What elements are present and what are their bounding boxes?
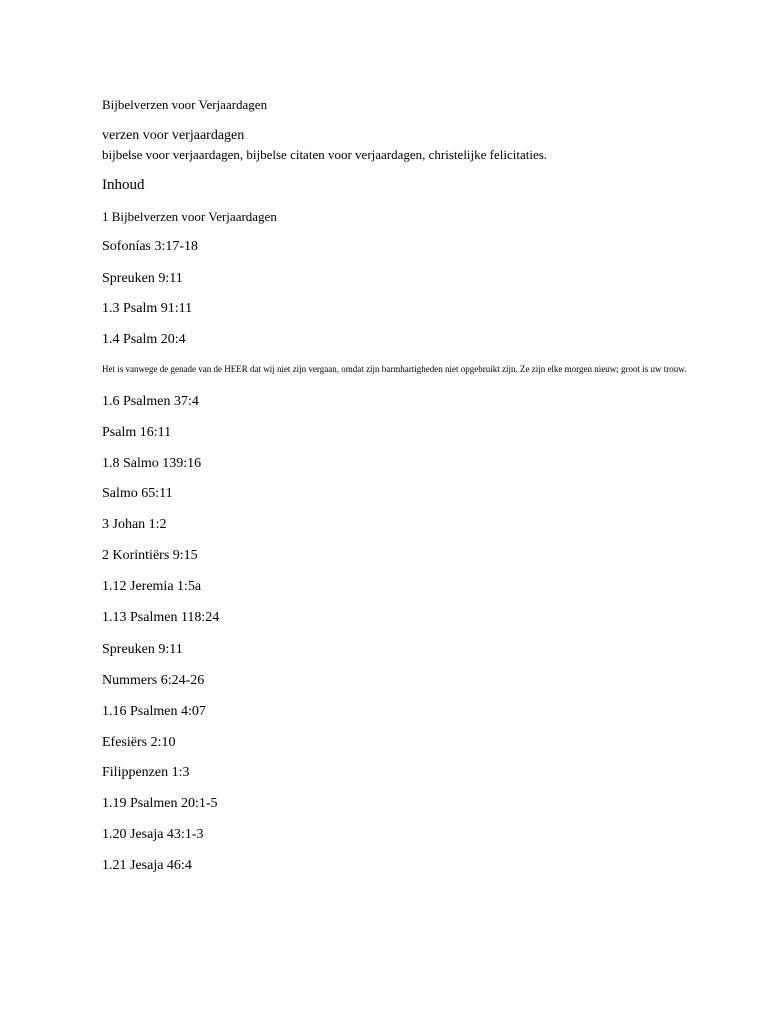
toc-entry: 1.6 Psalmen 37:4 — [102, 394, 199, 409]
section-heading: 1 Bijbelverzen voor Verjaardagen — [102, 209, 277, 224]
toc-entry: 1.8 Salmo 139:16 — [102, 456, 202, 471]
toc-entry: 1.19 Psalmen 20:1-5 — [102, 796, 218, 811]
toc-entry: Sofonías 3:17-18 — [102, 239, 199, 254]
document-subtitle: verzen voor verjaardagen — [102, 128, 245, 143]
bible-quote: Het is vanwege de genade van de HEER dat wij niet zijn vergaan, omdat zijn barmhartigheden niet opgebruikt zijn. Ze zijn elke morgen nieuw; groot is uw trouw. — [102, 364, 687, 374]
toc-entry: 2 Korintiërs 9:15 — [102, 548, 198, 563]
toc-entry: 3 Johan 1:2 — [102, 517, 167, 532]
document-title: Bijbelverzen voor Verjaardagen — [102, 97, 268, 112]
toc-entry: Salmo 65:11 — [102, 486, 173, 501]
toc-entry: 1.3 Psalm 91:11 — [102, 301, 193, 316]
toc-entry: 1.20 Jesaja 43:1-3 — [102, 827, 204, 842]
toc-entry: Psalm 16:11 — [102, 425, 172, 440]
toc-entry: 1.21 Jesaja 46:4 — [102, 858, 192, 873]
toc-entry: Nummers 6:24-26 — [102, 673, 205, 688]
toc-entry: 1.13 Psalmen 118:24 — [102, 610, 220, 625]
toc-entry: 1.16 Psalmen 4:07 — [102, 704, 206, 719]
toc-entry: Filippenzen 1:3 — [102, 765, 190, 780]
toc-entry: Spreuken 9:11 — [102, 642, 183, 657]
toc-entry: Spreuken 9:11 — [102, 271, 183, 286]
document-keywords: bijbelse voor verjaardagen, bijbelse citaten voor verjaardagen, christelijke felicitaties. — [102, 147, 548, 162]
toc-heading: Inhoud — [102, 177, 145, 193]
toc-entry: 1.12 Jeremia 1:5a — [102, 579, 202, 594]
toc-entry: Efesiërs 2:10 — [102, 735, 176, 750]
toc-entry: 1.4 Psalm 20:4 — [102, 332, 186, 347]
